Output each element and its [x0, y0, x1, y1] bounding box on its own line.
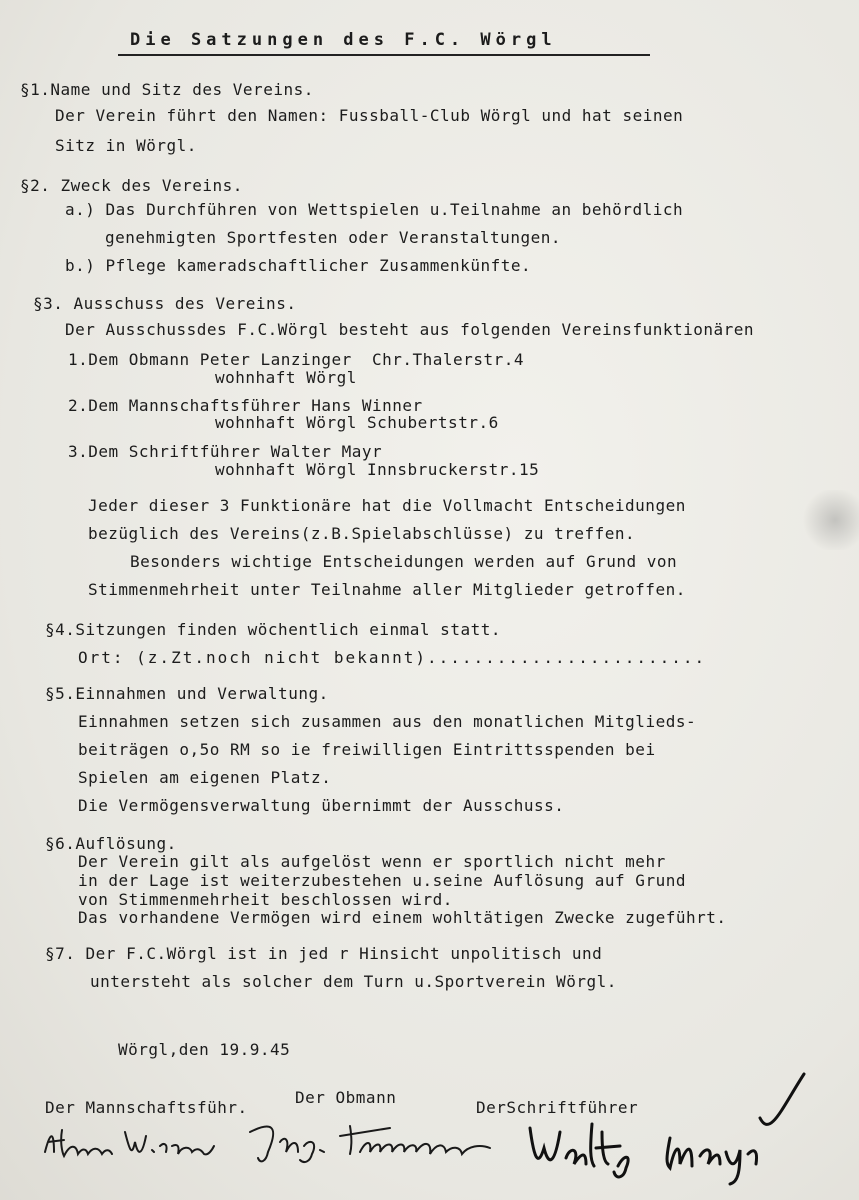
document-title: Die Satzungen des F.C. Wörgl: [130, 30, 557, 50]
section-3-paragraph: bezüglich des Vereins(z.B.Spielabschlüsse) zu treffen.: [88, 524, 636, 543]
signature-hans-winner: [40, 1122, 230, 1167]
section-5-heading: §5.Einnahmen und Verwaltung.: [45, 684, 329, 703]
section-3-heading: §3. Ausschuss des Vereins.: [33, 294, 297, 313]
section-2-item-a-cont: genehmigten Sportfesten oder Veranstaltungen.: [105, 228, 561, 247]
section-6-text: von Stimmenmehrheit beschlossen wird.: [78, 890, 453, 909]
section-1-heading: §1.Name und Sitz des Vereins.: [20, 80, 314, 99]
officer-3: 3.Dem Schriftführer Walter Mayr: [68, 442, 383, 461]
section-6-text: in der Lage ist weiterzubestehen u.seine Auflösung auf Grund: [78, 871, 686, 890]
signature-label-left: Der Mannschaftsführ.: [45, 1098, 248, 1117]
section-2-item-b: b.) Pflege kameradschaftlicher Zusammenkünfte.: [65, 256, 532, 275]
section-4-heading: §4.Sitzungen finden wöchentlich einmal statt.: [45, 620, 501, 639]
section-5-text: Die Vermögensverwaltung übernimmt der Ausschuss.: [78, 796, 565, 815]
section-1-text: Sitz in Wörgl.: [55, 136, 197, 155]
officer-2-address: wohnhaft Wörgl Schubertstr.6: [215, 413, 499, 432]
section-3-intro: Der Ausschussdes F.C.Wörgl besteht aus folgenden Vereinsfunktionären: [65, 320, 755, 339]
section-5-text: Spielen am eigenen Platz.: [78, 768, 332, 787]
section-6-heading: §6.Auflösung.: [45, 834, 177, 853]
officer-1-address: wohnhaft Wörgl: [215, 368, 357, 387]
signature-lanzinger: [240, 1112, 510, 1172]
section-3-paragraph: Stimmenmehrheit unter Teilnahme aller Mitglieder getroffen.: [88, 580, 686, 599]
signature-label-middle: Der Obmann: [295, 1088, 397, 1107]
signature-walter-mayr: [520, 1068, 810, 1188]
section-1-text: Der Verein führt den Namen: Fussball-Club Wörgl und hat seinen: [55, 106, 684, 125]
document-date: Wörgl,den 19.9.45: [118, 1040, 291, 1059]
section-4-location: Ort: (z.Zt.noch nicht bekannt)........................: [78, 648, 707, 667]
officer-1: 1.Dem Obmann Peter Lanzinger Chr.Thalerstr.4: [68, 350, 524, 369]
signature-label-right: DerSchriftführer: [476, 1098, 639, 1117]
section-2-item-a: a.) Das Durchführen von Wettspielen u.Teilnahme an behördlich: [65, 200, 684, 219]
officer-3-address: wohnhaft Wörgl Innsbruckerstr.15: [215, 460, 540, 479]
section-5-text: beiträgen o,5o RM so ie freiwilligen Eintrittsspenden bei: [78, 740, 656, 759]
title-underline: [118, 54, 650, 56]
section-5-text: Einnahmen setzen sich zusammen aus den monatlichen Mitglieds-: [78, 712, 697, 731]
section-7-text: §7. Der F.C.Wörgl ist in jed r Hinsicht unpolitisch und: [45, 944, 603, 963]
section-6-text: Das vorhandene Vermögen wird einem wohltätigen Zwecke zugeführt.: [78, 908, 727, 927]
section-6-text: Der Verein gilt als aufgelöst wenn er sportlich nicht mehr: [78, 852, 666, 871]
section-3-paragraph: Jeder dieser 3 Funktionäre hat die Vollmacht Entscheidungen: [88, 496, 686, 515]
paper-smudge: [800, 490, 859, 550]
section-3-paragraph: Besonders wichtige Entscheidungen werden auf Grund von: [130, 552, 678, 571]
officer-2: 2.Dem Mannschaftsführer Hans Winner: [68, 396, 423, 415]
section-7-text: untersteht als solcher dem Turn u.Sportverein Wörgl.: [90, 972, 617, 991]
section-2-heading: §2. Zweck des Vereins.: [20, 176, 243, 195]
